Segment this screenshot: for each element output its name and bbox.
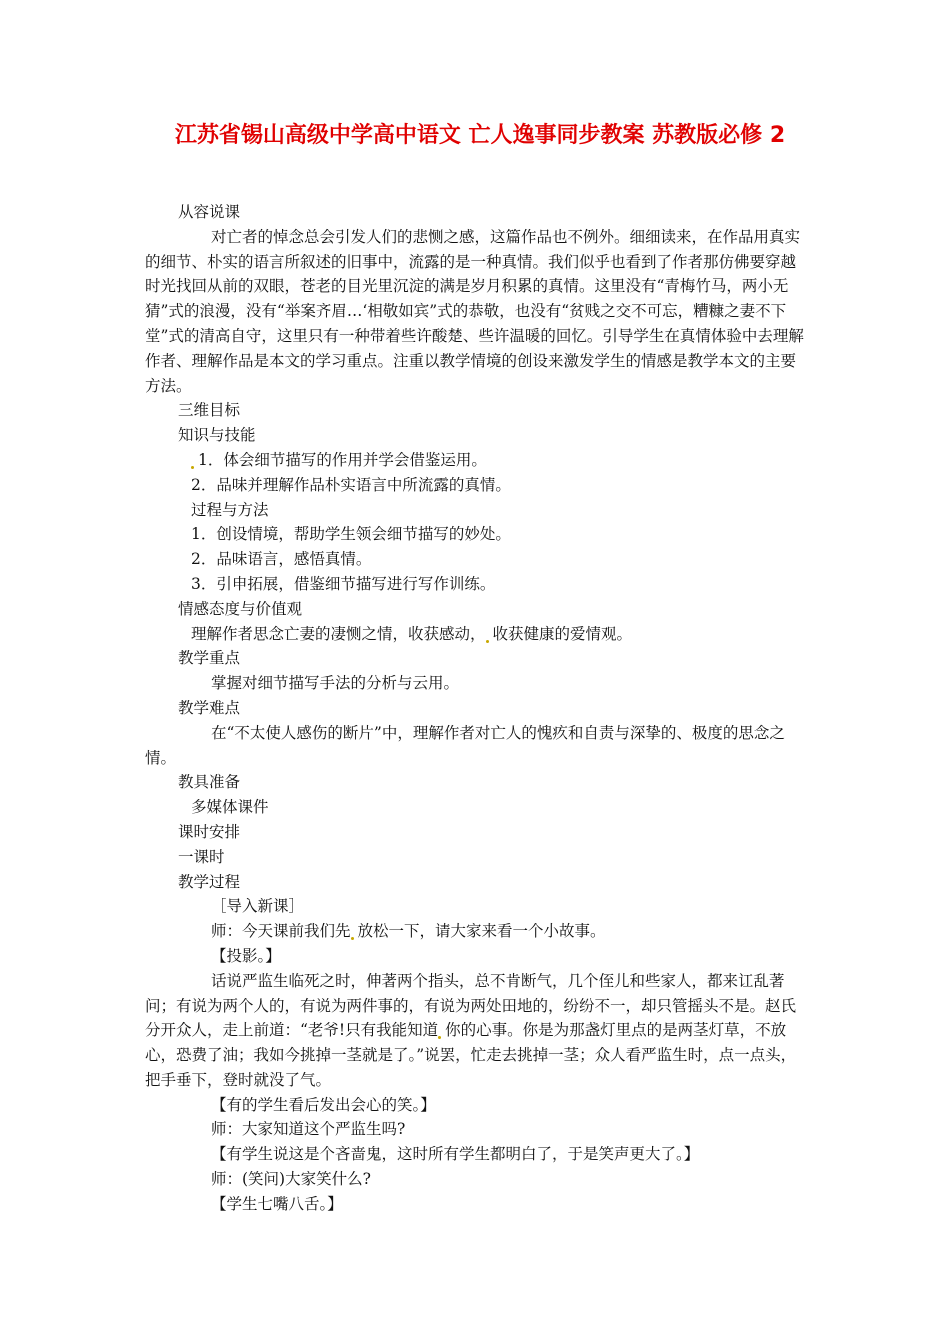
paragraph-qinggan — [145, 622, 805, 647]
heading-guocheng: 过程与方法 — [191, 500, 269, 519]
mark-dot — [191, 466, 194, 469]
heading-jiaoxue-guocheng: 教学过程 — [178, 872, 241, 891]
heading-zhongdian: 教学重点 — [178, 649, 241, 668]
paragraph-note-3: 【学生七嘴八舌。】 — [211, 1194, 343, 1213]
heading-keshi: 课时安排 — [178, 822, 241, 841]
mark-dot — [486, 640, 489, 643]
paragraph-shi-1 — [145, 919, 805, 944]
mark-dot — [351, 937, 354, 940]
document-title: 江苏省锡山高级中学高中语文 亡人逸事同步教案 苏教版必修 2 — [174, 123, 786, 148]
list-item-guocheng-3: 3．引申拓展，借鉴细节描写进行写作训练。 — [191, 574, 496, 593]
paragraph-note-1: 【有的学生看后发出会心的笑。】 — [211, 1095, 436, 1114]
text-segment: 放松一下，请大家来看一个小故事。 — [357, 922, 606, 941]
paragraph-story — [145, 969, 805, 1093]
list-item-text: 1．体会细节描写的作用并学会借鉴运用。 — [198, 450, 487, 469]
heading-congrong: 从容说课 — [178, 203, 241, 221]
heading-qinggan: 情感态度与价值观 — [178, 599, 303, 618]
list-item-guocheng-1: 1．创设情境，帮助学生领会细节描写的妙处。 — [191, 525, 511, 544]
text-segment: 你的心事。你是为那盏灯里点的是两茎灯草，不放心，恐费了油；我如今挑掉一茎就是了。”说罢，忙走去挑掉一茎；众人看严监生时，点一点头，把手垂下，登时就没了气。 — [145, 1021, 797, 1089]
text-segment: 理解作者思念亡妻的凄恻之情，收获感动， — [191, 624, 486, 643]
text-segment: 收获健康的爱情观。 — [492, 624, 633, 643]
paragraph-touying: 【投影。】 — [211, 946, 281, 965]
heading-sanwei: 三维目标 — [178, 401, 241, 420]
heading-zhishi: 知识与技能 — [178, 426, 256, 445]
text-segment: 师：今天课前我们先 — [211, 922, 351, 941]
paragraph-zhongdian: 掌握对细节描写手法的分析与云用。 — [211, 674, 460, 693]
mark-dot — [438, 1036, 441, 1039]
paragraph-daoru: ［导入新课］ — [211, 897, 305, 916]
list-item-guocheng-2: 2．品味语言，感悟真情。 — [191, 550, 372, 569]
paragraph-shi-3: 师：(笑问)大家笑什么? — [211, 1170, 371, 1189]
list-item-zhishi-1 — [145, 448, 805, 473]
paragraph-shi-2: 师：大家知道这个严监生吗? — [211, 1120, 406, 1139]
paragraph-jiaoju: 多媒体课件 — [191, 798, 269, 817]
paragraph-keshi: 一课时 — [178, 847, 225, 866]
paragraph-nandian: 在“不太使人感伤的断片”中，理解作者对亡人的愧疚和自责与深挚的、极度的思念之情。 — [145, 723, 785, 767]
text-segment: 话说严监生临死之时，伸著两个指头，总不肯断气，几个侄儿和些家人，都来讧乱著问；有说为两个人的，有说为两件事的，有说为两处田地的，纷纷不一，却只管摇头不是。赵氏分开众人，走上前道：“老爷!只有我能知道 — [145, 971, 797, 1040]
paragraph-congrong: 对亡者的悼念总会引发人们的悲恻之感，这篇作品也不例外。细细读来，在作品用真实的细节、朴实的语言所叙述的旧事中，流露的是一种真情。我们似乎也看到了作者那仿佛要穿越时光找回从前的双眼，苍老的目光里沉淀的满是岁月积累的真情。这里没有“青梅竹马，两小无猜”式的浪漫，没有“举案齐眉…‘相敬如宾”式的恭敬，也没有“贫贱之交不可忘，糟糠之妻不下堂”式的清高自守，这里只有一种带着些许酸楚、些许温暖的回忆。引导学生在真情体验中去理解作者、理解作品是本文的学习重点。注重以教学情境的创设来激发学生的情感是教学本文的主要方法。 — [145, 227, 804, 395]
heading-jiaoju: 教具准备 — [178, 773, 241, 792]
paragraph-note-2: 【有学生说这是个吝啬鬼，这时所有学生都明白了，于是笑声更大了。】 — [211, 1145, 700, 1164]
heading-nandian: 教学难点 — [178, 698, 241, 717]
document-body — [145, 200, 805, 1217]
list-item-zhishi-2: 2．品味并理解作品朴实语言中所流露的真情。 — [191, 475, 511, 494]
